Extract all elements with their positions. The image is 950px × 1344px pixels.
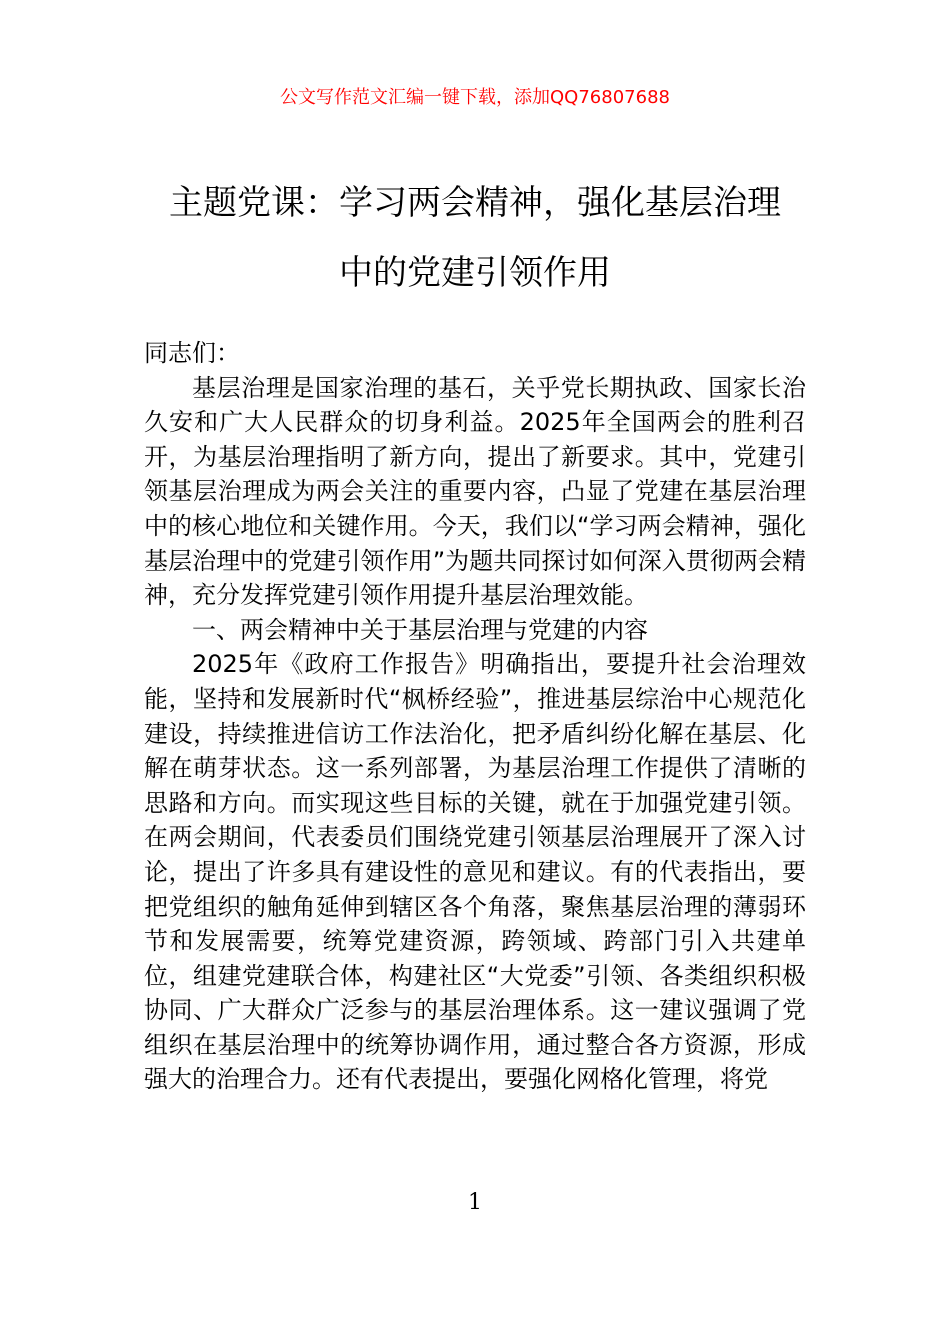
page-number: 1 <box>468 1190 482 1215</box>
title-line-2: 中的党建引领作用 <box>339 253 611 293</box>
section-heading-1: 一、两会精神中关于基层治理与党建的内容 <box>192 615 648 644</box>
paragraph-section-1: 2025年《政府工作报告》明确指出，要提升社会治理效能，坚持和发展新时代“枫桥经验”，推进基层综治中心规范化建设，持续推进信访工作法治化，把矛盾纠纷化解在基层、化解在萌芽状态。这一系列部署，为基层治理工作提供了清晰的思路和方向。而实现这些目标的关键，就在于加强党建引领。在两会期间，代表委员们围绕党建引领基层治理展开了深入讨论，提出了许多具有建设性的意见和建议。有的代表指出，要把党组织的触角延伸到辖区各个角落，聚焦基层治理的薄弱环节和发展需要，统筹党建资源，跨领域、跨部门引入共建单位，组建党建联合体，构建社区“大党委”引领、各类组织积极协同、广大群众广泛参与的基层治理体系。这一建议强调了党组织在基层治理中的统筹协调作用，通过整合各方资源，形成强大的治理合力。还有代表提出，要强化网格化管理，将党 <box>144 650 806 1094</box>
download-notice: 公文写作范文汇编一键下载，添加QQ76807688 <box>280 87 670 108</box>
salutation: 同志们： <box>144 339 240 367</box>
document-title <box>120 168 830 308</box>
paragraph-intro: 基层治理是国家治理的基石，关乎党长期执政、国家长治久安和广大人民群众的切身利益。2025年全国两会的胜利召开，为基层治理指明了新方向，提出了新要求。其中，党建引领基层治理成为两会关注的重要内容，凸显了党建在基层治理中的核心地位和关键作用。今天，我们以“学习两会精神，强化基层治理中的党建引领作用”为题共同探讨如何深入贯彻两会精神，充分发挥党建引领作用提升基层治理效能。 <box>144 373 806 610</box>
document-body <box>144 336 806 1097</box>
title-line-1: 主题党课：学习两会精神，强化基层治理 <box>169 183 781 223</box>
